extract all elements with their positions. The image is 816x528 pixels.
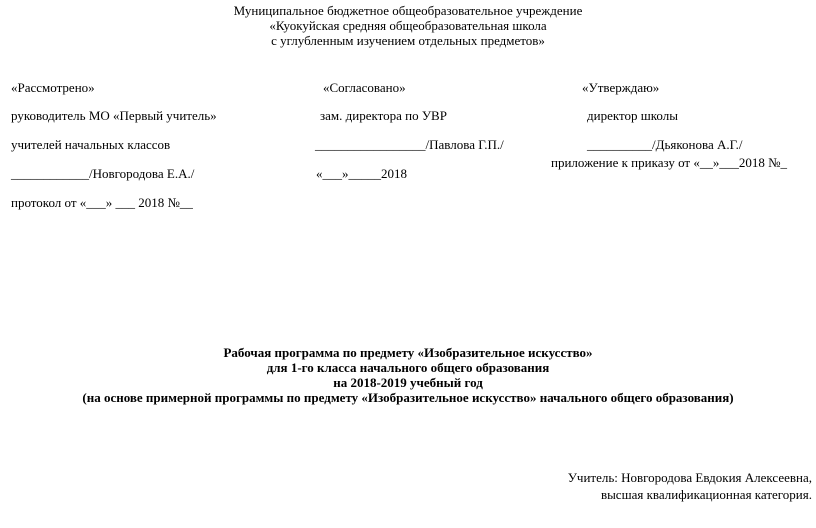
reviewed-role-2: учителей начальных классов (11, 137, 171, 152)
agreed-signature: _________________/Павлова Г.П./ (315, 137, 504, 152)
author-block (568, 469, 812, 503)
program-title-line-4: (на основе примерной программы по предмету «Изобразительное искусство» начального общего образования) (82, 390, 734, 405)
agreed-date: «___»_____2018 (316, 166, 407, 181)
agreed-role: зам. директора по УВР (320, 108, 447, 123)
reviewed-role: руководитель МО «Первый учитель» (11, 108, 217, 123)
program-title (0, 345, 816, 405)
header-line-1: Муниципальное бюджетное общеобразовательное учреждение (233, 3, 583, 18)
approved-title: «Утверждаю» (582, 80, 660, 95)
program-title-line-1: Рабочая программа по предмету «Изобразительное искусство» (223, 345, 593, 360)
reviewed-signature: ____________/Новгородова Е.А./ (11, 166, 195, 181)
header-line-2: «Куокуйская средняя общеобразовательная школа (269, 18, 547, 33)
header-line-3: с углубленным изучением отдельных предметов» (271, 33, 545, 48)
approved-role: директор школы (587, 108, 678, 123)
program-title-line-2: для 1-го класса начального общего образования (266, 360, 550, 375)
reviewed-title: «Рассмотрено» (11, 80, 95, 95)
author-line-1: Учитель: Новгородова Евдокия Алексеевна, (567, 470, 812, 485)
agreed-title: «Согласовано» (323, 80, 406, 95)
program-title-line-3: на 2018-2019 учебный год (333, 375, 483, 390)
approved-order: приложение к приказу от «__»___2018 №_ (551, 155, 787, 170)
author-line-2: высшая квалификационная категория. (600, 487, 812, 502)
reviewed-protocol: протокол от «___» ___ 2018 №__ (11, 195, 193, 210)
approved-signature: __________/Дьяконова А.Г./ (587, 137, 743, 152)
school-header (0, 3, 816, 48)
